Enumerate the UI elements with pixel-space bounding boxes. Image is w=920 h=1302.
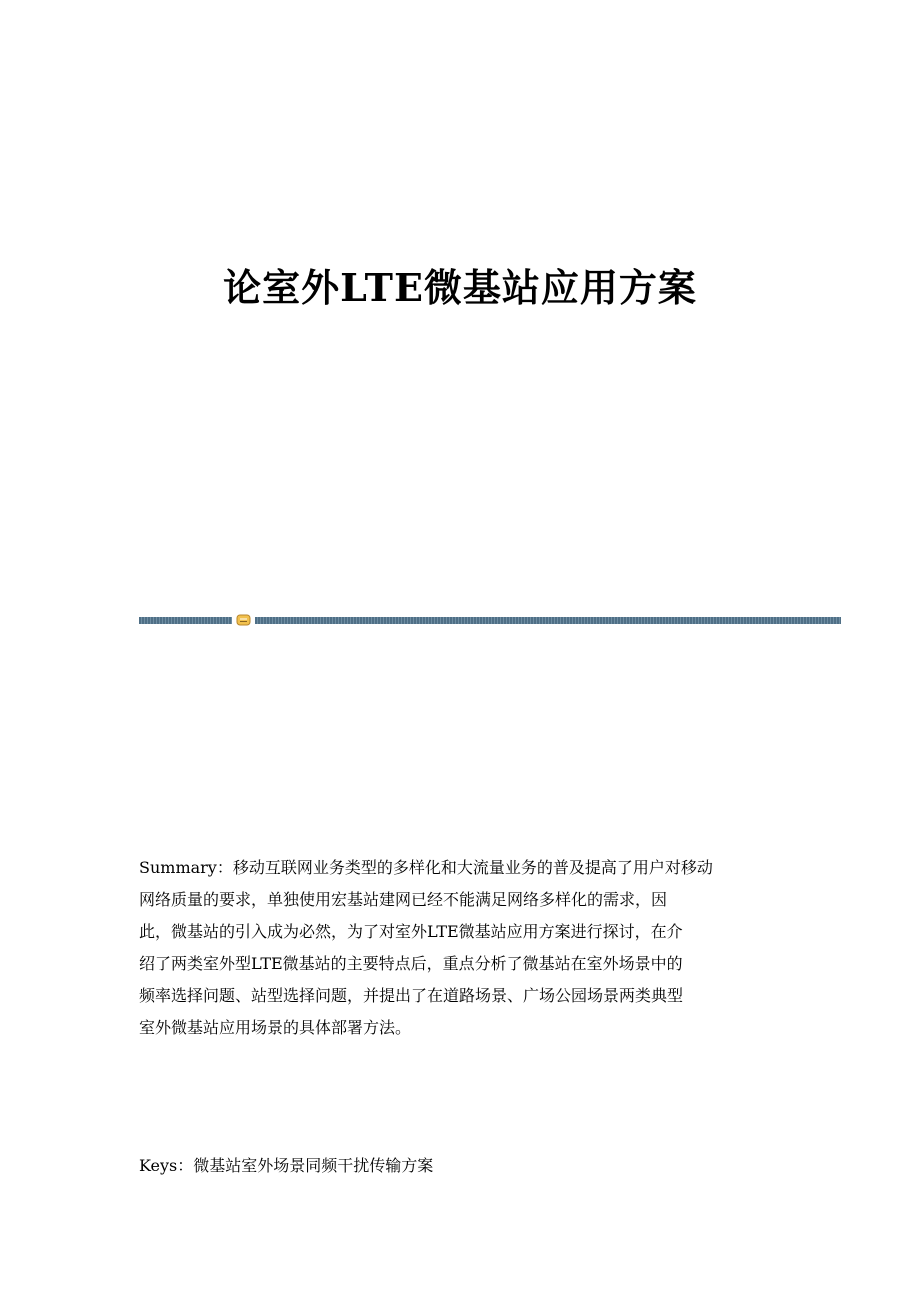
- section-divider: [139, 614, 841, 626]
- ornament-icon: [236, 614, 251, 626]
- summary-line-1: [139, 852, 784, 884]
- summary-line-3: 此，微基站的引入成为必然，为了对室外LTE微基站应用方案进行探讨，在介: [139, 922, 683, 941]
- divider-bar-left: [139, 617, 232, 624]
- summary-line-2: 网络质量的要求，单独使用宏基站建网已经不能满足网络多样化的需求，因: [139, 890, 668, 909]
- divider-bar-right: [255, 617, 841, 624]
- summary-text-1: 移动互联网业务类型的多样化和大流量业务的普及提高了用户对移动: [232, 858, 713, 877]
- summary-line-6: 室外微基站应用场景的具体部署方法。: [139, 1018, 412, 1037]
- summary-label: Summary：: [139, 858, 233, 877]
- keywords-line: [139, 1150, 784, 1182]
- keys-label: Keys：: [139, 1156, 194, 1175]
- summary-paragraph: [139, 852, 784, 1044]
- summary-line-4: 绍了两类室外型LTE微基站的主要特点后，重点分析了微基站在室外场景中的: [139, 954, 683, 973]
- document-title: 论室外LTE微基站应用方案: [223, 265, 697, 310]
- keys-text: 微基站室外场景同频干扰传输方案: [193, 1156, 434, 1175]
- summary-line-5: 频率选择问题、站型选择问题，并提出了在道路场景、广场公园场景两类典型: [139, 986, 684, 1005]
